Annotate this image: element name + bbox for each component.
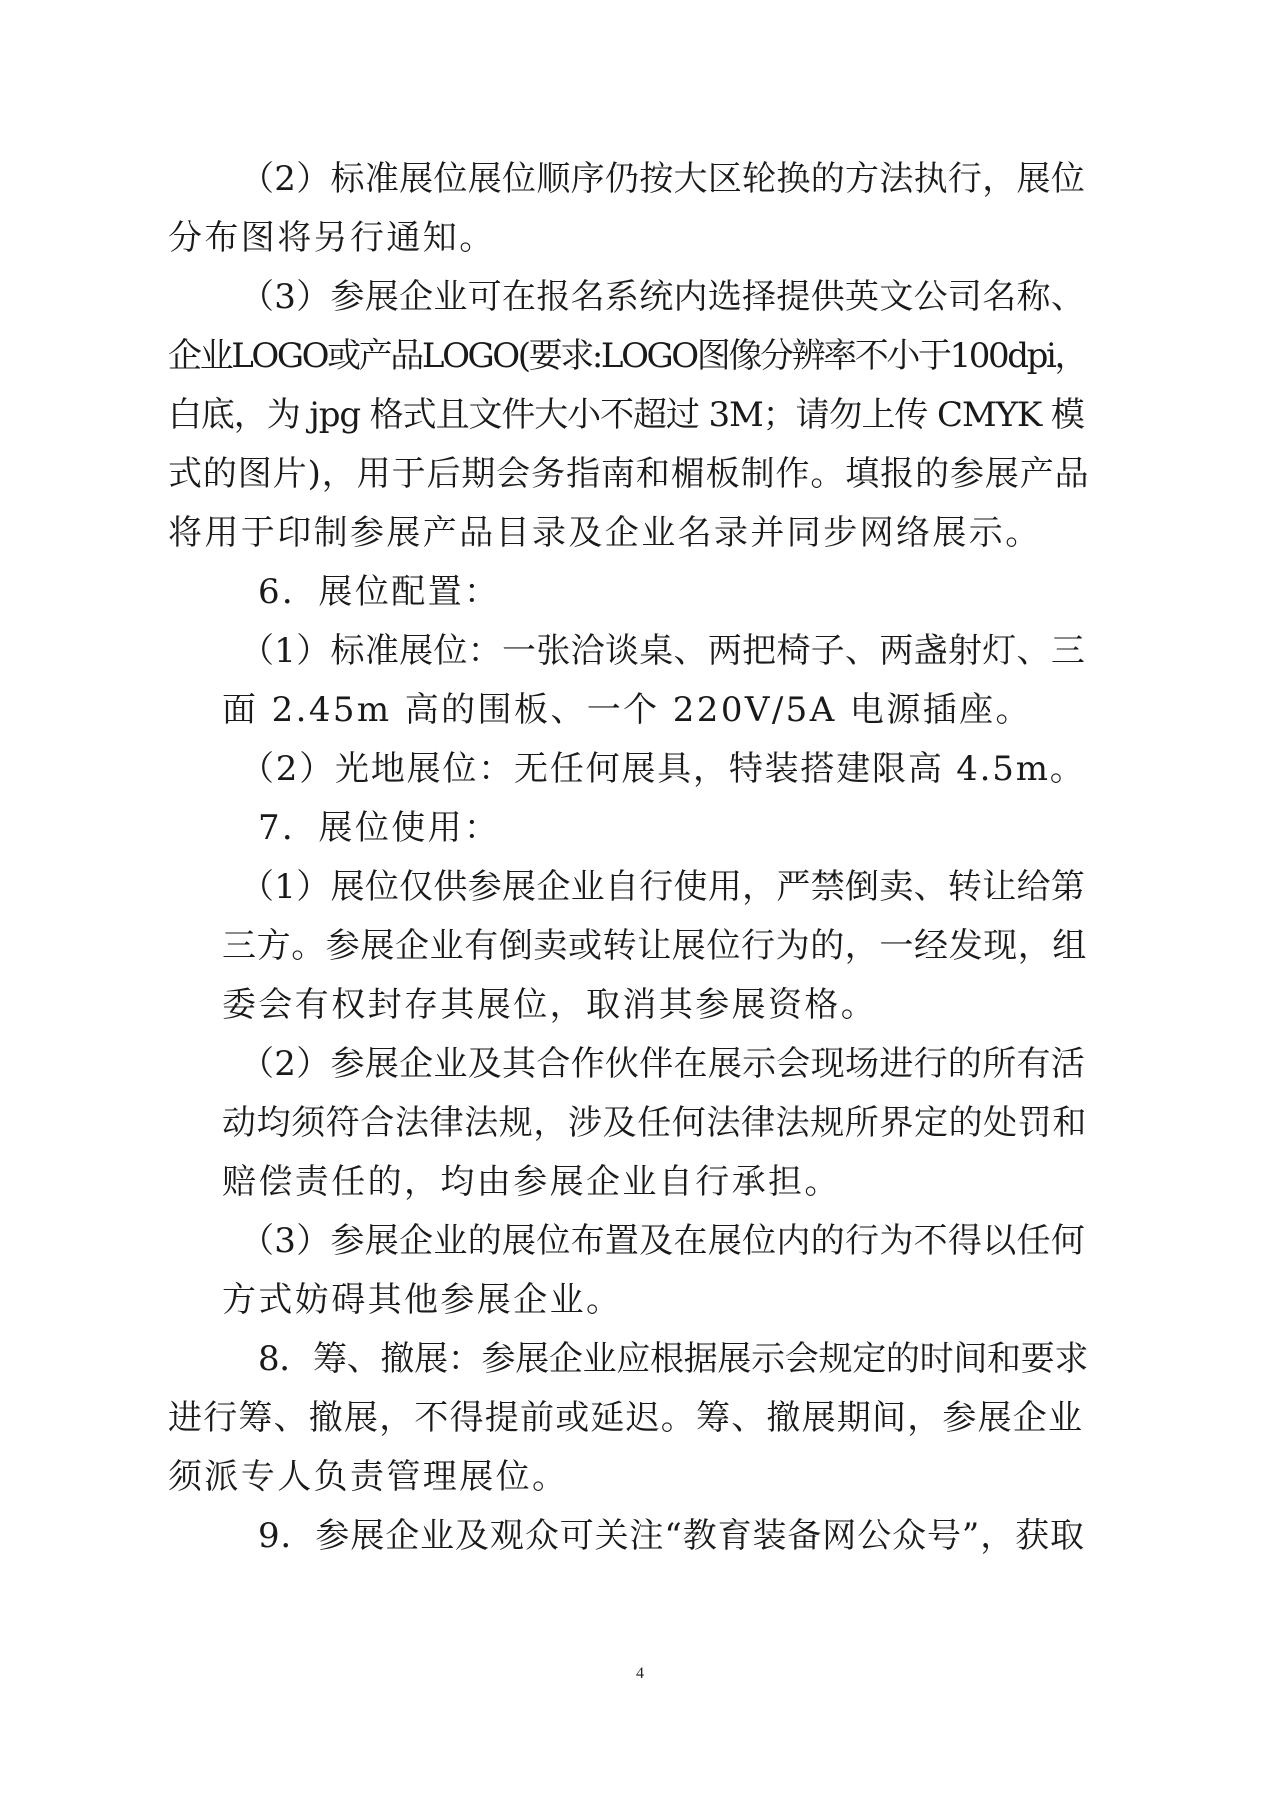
text-line: 三方。参展企业有倒卖或转让展位行为的，一经发现，组 — [222, 926, 1087, 966]
text-line: （3）参展企业可在报名系统内选择提供英文公司名称、 — [240, 277, 1086, 317]
section-heading: 8．筹、撤展：参展企业应根据展示会规定的时间和要求 — [258, 1339, 1089, 1379]
text-line: 赔偿责任的，均由参展企业自行承担。 — [222, 1162, 841, 1202]
text-line: （2）参展企业及其合作伙伴在展示会现场进行的所有活 — [240, 1044, 1086, 1084]
page-number: 4 — [636, 1665, 644, 1682]
text-line: 委会有权封存其展位，取消其参展资格。 — [222, 985, 878, 1025]
text-line: 分布图将另行通知。 — [168, 218, 496, 258]
text-line: （2）标准展位展位顺序仍按大区轮换的方法执行，展位 — [240, 159, 1086, 199]
text-line: 须派专人负责管理展位。 — [168, 1457, 569, 1497]
text-line: 动均须符合法律法规，涉及任何法律法规所界定的处罚和 — [222, 1103, 1087, 1143]
section-heading: 7．展位使用： — [258, 808, 501, 848]
text-line: （2）光地展位：无任何展具，特装搭建限高 4.5m。 — [240, 749, 1086, 789]
text-line: （1）标准展位：一张洽谈桌、两把椅子、两盏射灯、三 — [240, 631, 1086, 671]
section-heading: 6．展位配置： — [258, 572, 501, 612]
text-line: （3）参展企业的展位布置及在展位内的行为不得以任何 — [240, 1221, 1086, 1261]
text-line: 式的图片)，用于后期会务指南和楣板制作。填报的参展产品 — [168, 454, 1090, 494]
text-line: 进行筹、撤展，不得提前或延迟。筹、撤展期间，参展企业 — [168, 1398, 1084, 1438]
text-line: 方式妨碍其他参展企业。 — [222, 1280, 623, 1320]
text-line: 将用于印制参展产品目录及企业名录并同步网络展示。 — [168, 513, 1042, 553]
text-line: 面 2.45m 高的围板、一个 220V/5A 电源插座。 — [222, 690, 1032, 730]
text-line: 企业LOGO或产品LOGO(要求:LOGO图像分辨率不小于100dpi， — [168, 336, 1087, 376]
text-line: 白底，为 jpg 格式且文件大小不超过 3M；请勿上传 CMYK 模 — [168, 395, 1084, 435]
text-line: （1）展位仅供参展企业自行使用，严禁倒卖、转让给第 — [240, 867, 1086, 907]
section-heading: 9．参展企业及观众可关注“教育装备网公众号”，获取 — [258, 1516, 1085, 1556]
